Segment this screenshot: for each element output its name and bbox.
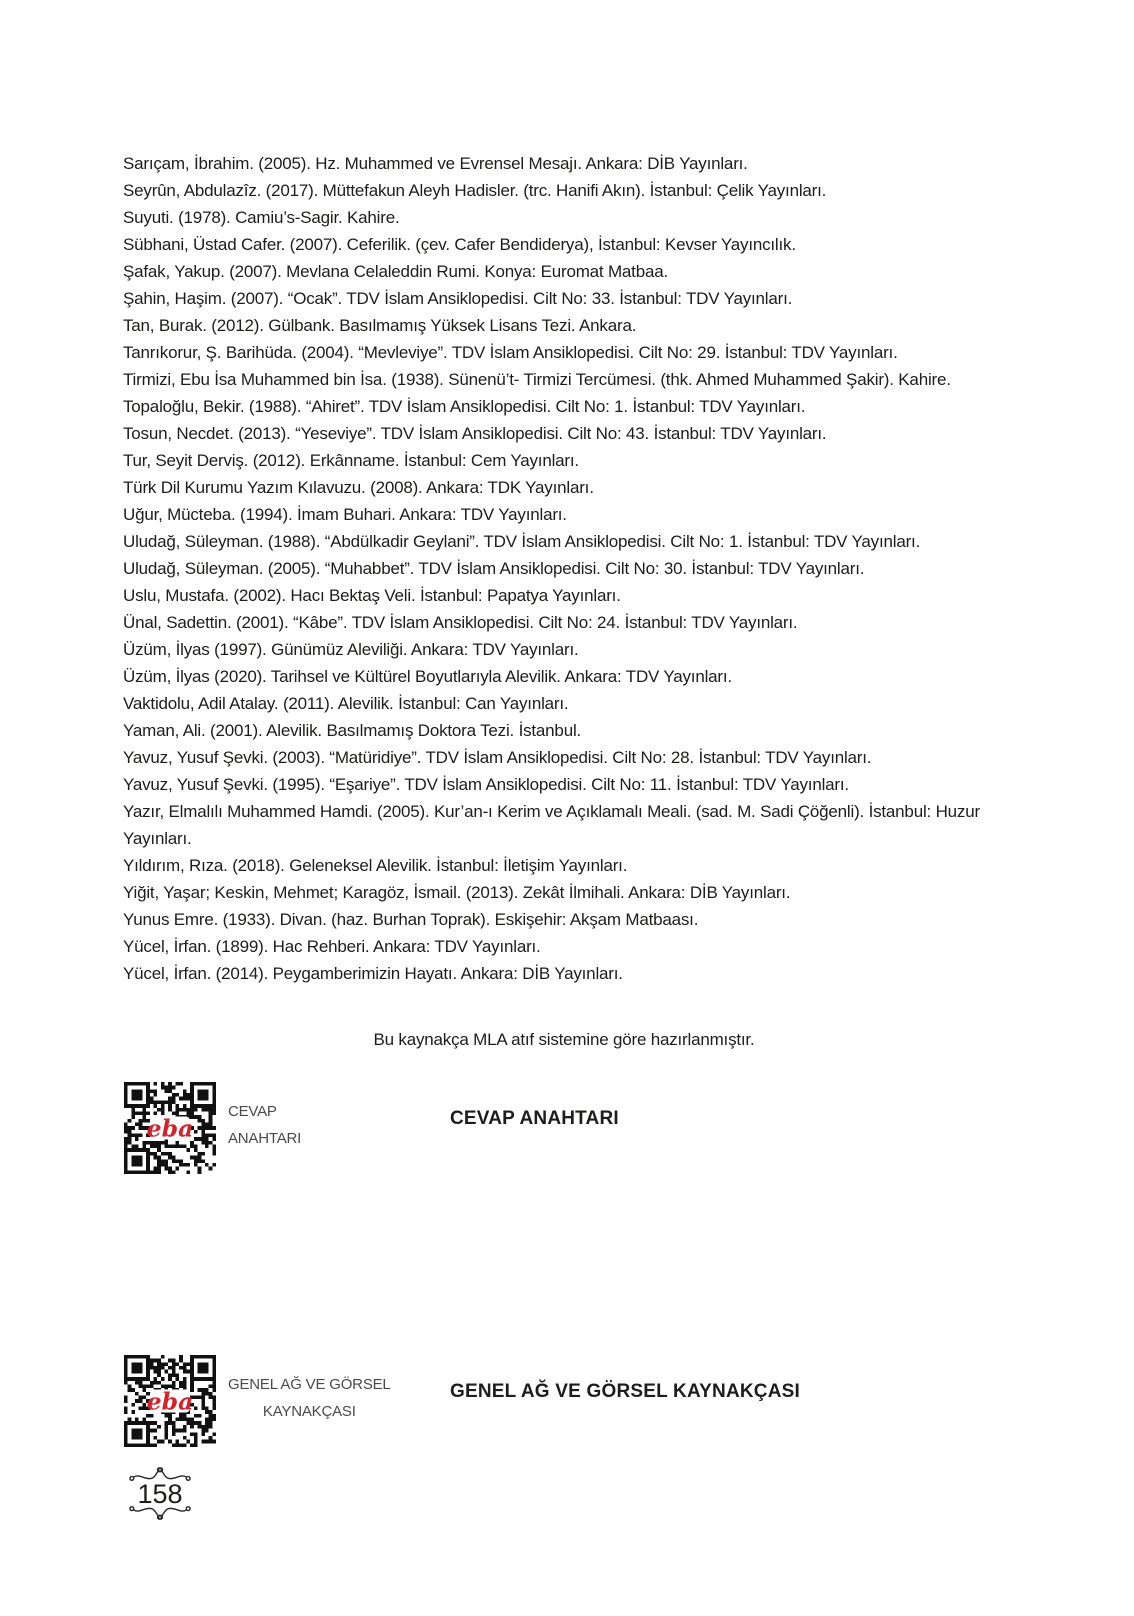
reference-item: Yaman, Ali. (2001). Alevilik. Basılmamış Doktora Tezi. İstanbul.: [123, 721, 582, 740]
reference-item: Uludağ, Süleyman. (2005). “Muhabbet”. TDV İslam Ansiklopedisi. Cilt No: 30. İstanbul: TDV Yayınları.: [123, 559, 865, 578]
reference-item: Uğur, Mücteba. (1994). İmam Buhari. Ankara: TDV Yayınları.: [123, 505, 567, 524]
eba-logo: eba: [146, 1387, 194, 1416]
qr-code-answer-key: [124, 1082, 216, 1174]
reference-item: Yavuz, Yusuf Şevki. (1995). “Eşariye”. TDV İslam Ansiklopedisi. Cilt No: 11. İstanbul: TDV Yayınları.: [123, 775, 849, 794]
qr-caption-line: GENEL AĞ VE GÖRSEL: [228, 1376, 391, 1393]
reference-item: Yavuz, Yusuf Şevki. (2003). “Matüridiye”. TDV İslam Ansiklopedisi. Cilt No: 28. İstanbul: TDV Yayınları.: [123, 748, 872, 767]
references-list: [123, 150, 1005, 987]
reference-item: Seyrûn, Abdulazîz. (2017). Müttefakun Aleyh Hadisler. (trc. Hanifi Akın). İstanbul: Çelik Yayınları.: [123, 181, 827, 200]
page-footer: [126, 1466, 194, 1521]
reference-item: Üzüm, İlyas (1997). Günümüz Aleviliği. Ankara: TDV Yayınları.: [123, 640, 579, 659]
web-visual-bibliography-heading: GENEL AĞ VE GÖRSEL KAYNAKÇASI: [450, 1381, 800, 1402]
reference-item: Yücel, İrfan. (2014). Peygamberimizin Hayatı. Ankara: DİB Yayınları.: [123, 964, 623, 983]
page-number: 158: [137, 1479, 183, 1509]
eba-logo: eba: [146, 1114, 194, 1143]
reference-item: Sarıçam, İbrahim. (2005). Hz. Muhammed ve Evrensel Mesajı. Ankara: DİB Yayınları.: [123, 154, 748, 173]
reference-item: Tirmizi, Ebu İsa Muhammed bin İsa. (1938). Sünenü’t- Tirmizi Tercümesi. (thk. Ahmed Muhammed Şakir). Kahire.: [123, 370, 951, 389]
reference-item: Tan, Burak. (2012). Gülbank. Basılmamış Yüksek Lisans Tezi. Ankara.: [123, 316, 637, 335]
reference-item: Şahin, Haşim. (2007). “Ocak”. TDV İslam Ansiklopedisi. Cilt No: 33. İstanbul: TDV Yayınları.: [123, 289, 793, 308]
qr-code-web-visual-bibliography: [124, 1355, 216, 1447]
reference-item: Yücel, İrfan. (1899). Hac Rehberi. Ankara: TDV Yayınları.: [123, 937, 541, 956]
mla-note: Bu kaynakça MLA atıf sistemine göre hazırlanmıştır.: [373, 1030, 755, 1049]
reference-item: Suyuti. (1978). Camiu’s-Sagir. Kahire.: [123, 208, 400, 227]
reference-item: Şafak, Yakup. (2007). Mevlana Celaleddin Rumi. Konya: Euromat Matbaa.: [123, 262, 668, 281]
reference-item: Ünal, Sadettin. (2001). “Kâbe”. TDV İslam Ansiklopedisi. Cilt No: 24. İstanbul: TDV Yayınları.: [123, 613, 798, 632]
reference-item: Uslu, Mustafa. (2002). Hacı Bektaş Veli. İstanbul: Papatya Yayınları.: [123, 586, 621, 605]
qr-caption-line: KAYNAKÇASI: [262, 1403, 356, 1420]
reference-item: Topaloğlu, Bekir. (1988). “Ahiret”. TDV İslam Ansiklopedisi. Cilt No: 1. İstanbul: TDV Yayınları.: [123, 397, 806, 416]
answer-key-heading: CEVAP ANAHTARI: [450, 1108, 619, 1129]
reference-item: Uludağ, Süleyman. (1988). “Abdülkadir Geylani”. TDV İslam Ansiklopedisi. Cilt No: 1. İstanbul: TDV Yayınları.: [123, 532, 921, 551]
reference-item: Türk Dil Kurumu Yazım Kılavuzu. (2008). Ankara: TDK Yayınları.: [123, 478, 594, 497]
reference-item: Tur, Seyit Derviş. (2012). Erkânname. İstanbul: Cem Yayınları.: [123, 451, 579, 470]
qr-caption-answer-key: [228, 1098, 301, 1152]
reference-item: Tosun, Necdet. (2013). “Yeseviye”. TDV İslam Ansiklopedisi. Cilt No: 43. İstanbul: TDV Yayınları.: [123, 424, 827, 443]
reference-item: Vaktidolu, Adil Atalay. (2011). Alevilik. İstanbul: Can Yayınları.: [123, 694, 569, 713]
qr-caption-web-visual: [228, 1371, 391, 1425]
reference-item: Üzüm, İlyas (2020). Tarihsel ve Kültürel Boyutlarıyla Alevilik. Ankara: TDV Yayınları.: [123, 667, 732, 686]
reference-item: Tanrıkorur, Ş. Barihüda. (2004). “Mevleviye”. TDV İslam Ansiklopedisi. Cilt No: 29. İstanbul: TDV Yayınları.: [123, 343, 898, 362]
reference-item: Sübhani, Üstad Cafer. (2007). Ceferilik. (çev. Cafer Bendiderya), İstanbul: Kevser Yayıncılık.: [123, 235, 796, 254]
reference-item: Yunus Emre. (1933). Divan. (haz. Burhan Toprak). Eskişehir: Akşam Matbaası.: [123, 910, 699, 929]
reference-item: Yıldırım, Rıza. (2018). Geleneksel Alevilik. İstanbul: İletişim Yayınları.: [123, 856, 628, 875]
flourish-ornament-bottom: [128, 1504, 192, 1521]
reference-item: Yazır, Elmalılı Muhammed Hamdi. (2005). Kur’an-ı Kerim ve Açıklamalı Meali. (sad. M. Sadi Çöğenli). İstanbul: Huzur Yayınları.: [123, 802, 980, 848]
reference-item: Yiğit, Yaşar; Keskin, Mehmet; Karagöz, İsmail. (2013). Zekât İlmihali. Ankara: DİB Yayınları.: [123, 883, 791, 902]
qr-caption-line: ANAHTARI: [228, 1130, 302, 1147]
qr-caption-line: CEVAP: [228, 1103, 277, 1120]
